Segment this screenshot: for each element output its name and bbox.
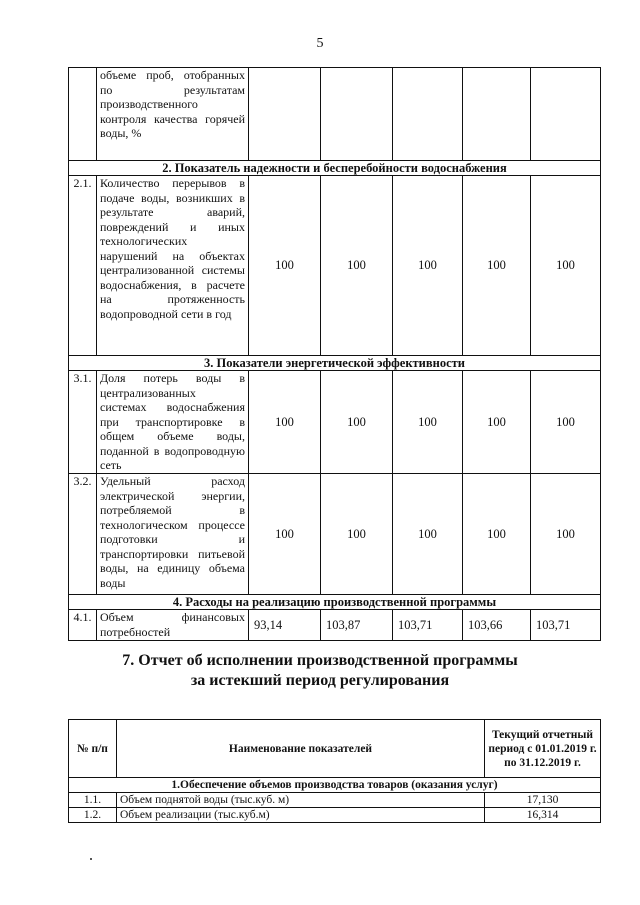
value-cell: 100: [249, 176, 321, 356]
value-cell: [321, 68, 393, 161]
value-cell: 100: [463, 176, 531, 356]
value-cell: [393, 68, 463, 161]
value-cell: 100: [531, 474, 601, 595]
value-cell: 100: [249, 474, 321, 595]
value-cell: 100: [463, 371, 531, 474]
row-number: 1.2.: [69, 808, 117, 823]
indicator-name: Объем финансовых потребностей: [97, 610, 249, 641]
section-row: [69, 161, 601, 176]
indicator-name: Объем реализации (тыс.куб.м): [117, 808, 485, 823]
section-row: [69, 356, 601, 371]
row-number: 1.1.: [69, 793, 117, 808]
table-row: [69, 371, 601, 474]
section-row: [69, 778, 601, 793]
value-cell: 103,66: [463, 610, 531, 641]
header-period: Текущий отчетный период с 01.01.2019 г. по 31.12.2019 г.: [485, 720, 601, 778]
section-row: [69, 595, 601, 610]
value-cell: 103,71: [393, 610, 463, 641]
value-cell: 100: [321, 176, 393, 356]
section-heading: 3. Показатели энергетической эффективности: [69, 356, 601, 371]
row-number: 3.1.: [69, 371, 97, 474]
section-heading: 2. Показатель надежности и бесперебойности водоснабжения: [69, 161, 601, 176]
header-number: № п/п: [69, 720, 117, 778]
value-cell: 100: [393, 474, 463, 595]
value-cell: 103,71: [531, 610, 601, 641]
table-row: [69, 610, 601, 641]
value-cell: 100: [393, 371, 463, 474]
section-heading: 1.Обеспечение объемов производства товаров (оказания услуг): [69, 778, 601, 793]
header-name: Наименование показателей: [117, 720, 485, 778]
row-number: 3.2.: [69, 474, 97, 595]
section-title: [0, 651, 640, 691]
value-cell: 100: [463, 474, 531, 595]
indicator-name: объеме проб, отобранных по результатам производственного контроля качества горячей воды, %: [97, 68, 249, 161]
value-cell: [463, 68, 531, 161]
section-heading: 4. Расходы на реализацию производственной программы: [69, 595, 601, 610]
indicators-table: [68, 67, 601, 641]
value-cell: 100: [531, 176, 601, 356]
table-row: [69, 68, 601, 161]
value-cell: 100: [531, 371, 601, 474]
value-cell: 100: [393, 176, 463, 356]
indicator-name: Удельный расход электрической энергии, потребляемой в технологическом процессе подготовки и транспортировки питьевой воды, на единицу объема воды: [97, 474, 249, 595]
value-cell: 17,130: [485, 793, 601, 808]
section-title-line1: 7. Отчет об исполнении производственной программы: [122, 652, 518, 669]
row-number: 2.1.: [69, 176, 97, 356]
indicator-name: Объем поднятой воды (тыс.куб. м): [117, 793, 485, 808]
scan-speck: [90, 858, 92, 860]
row-number: 4.1.: [69, 610, 97, 641]
value-cell: 100: [249, 371, 321, 474]
header-row: [69, 720, 601, 778]
value-cell: [249, 68, 321, 161]
value-cell: [531, 68, 601, 161]
row-number: [69, 68, 97, 161]
table-row: [69, 793, 601, 808]
section-title-line2: за истекший период регулирования: [190, 672, 450, 689]
value-cell: 103,87: [321, 610, 393, 641]
table-row: [69, 808, 601, 823]
page-number: 5: [316, 36, 324, 51]
indicator-name: Количество перерывов в подаче воды, возникших в результате аварий, повреждений и иных технологических нарушений на объектах централизованной системы водоснабжения, в расчете на протяженность водопроводной сети в год: [97, 176, 249, 356]
value-cell: 100: [321, 371, 393, 474]
report-table: [68, 719, 601, 823]
table-row: [69, 176, 601, 356]
table-row: [69, 474, 601, 595]
value-cell: 16,314: [485, 808, 601, 823]
indicator-name: Доля потерь воды в централизованных системах водоснабжения при транспортировке в общем объеме воды, поданной в водопроводную сеть: [97, 371, 249, 474]
value-cell: 93,14: [249, 610, 321, 641]
value-cell: 100: [321, 474, 393, 595]
